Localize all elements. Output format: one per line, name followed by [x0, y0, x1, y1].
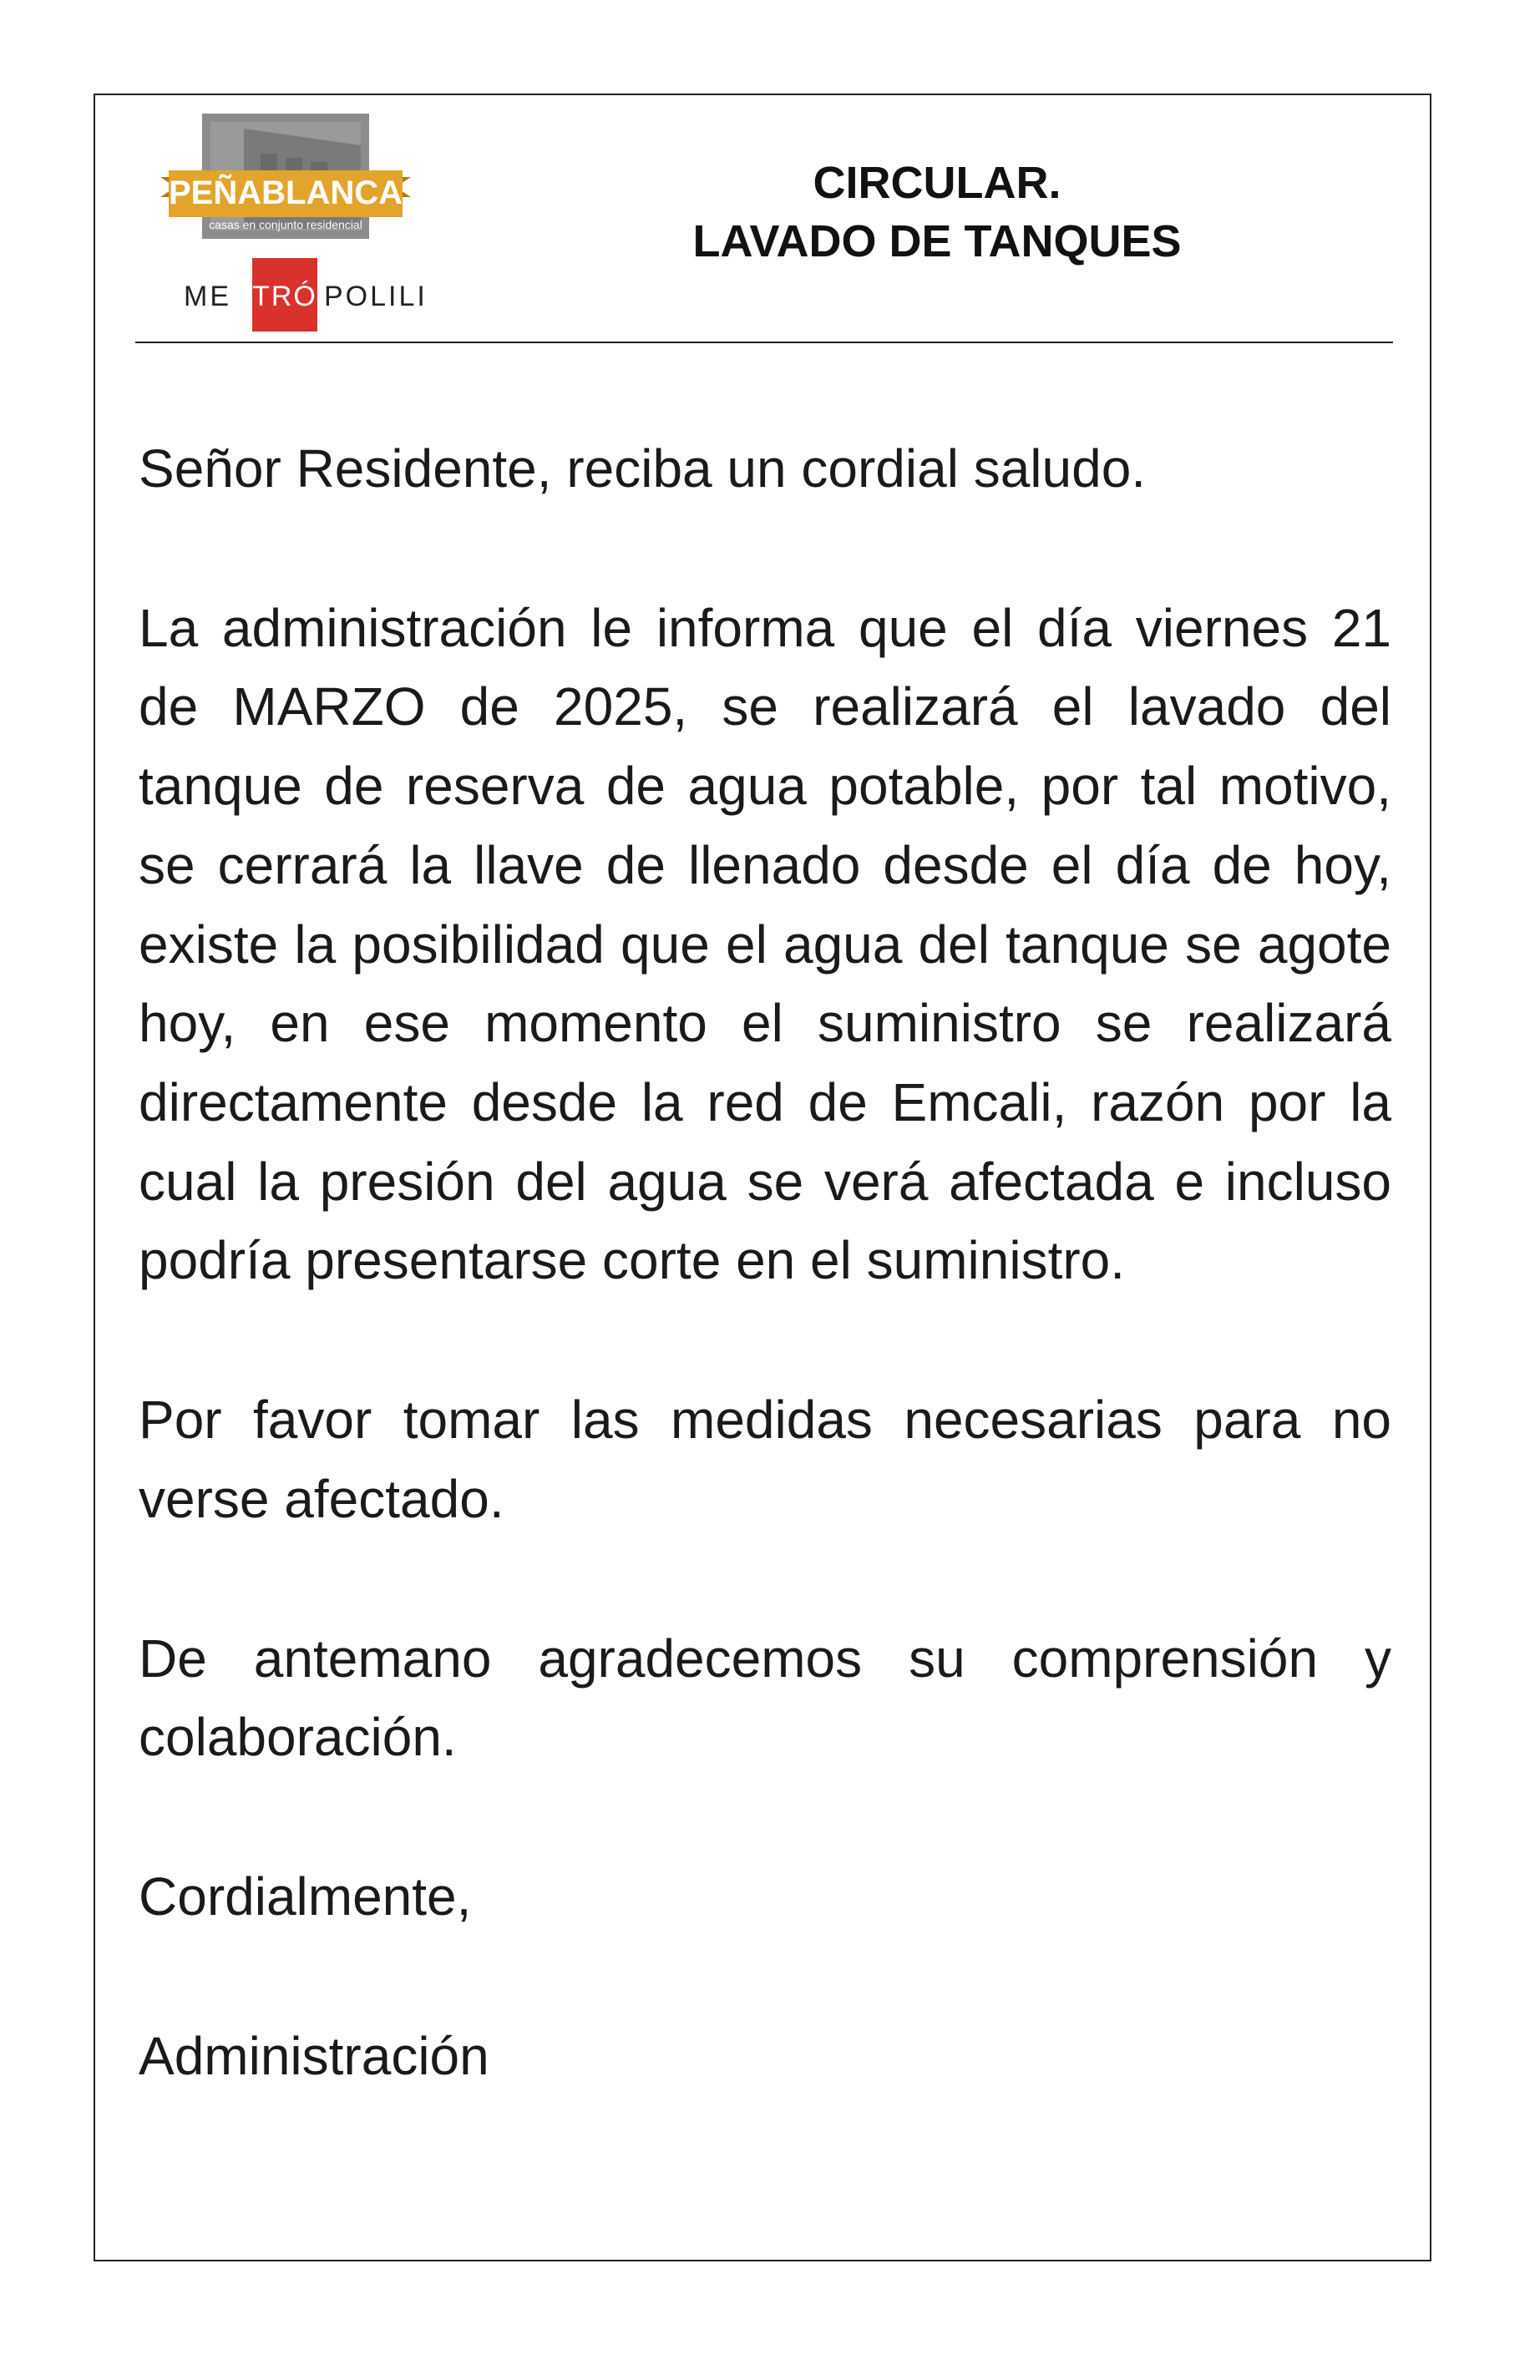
request-paragraph: Por favor tomar las medidas necesarias para no verse afectado.	[139, 1390, 1391, 1529]
signature-line: Administración	[139, 2025, 489, 2086]
logo-tagline-text: casas en conjunto residencial	[209, 218, 362, 231]
logo-sub-left: ME	[184, 281, 231, 312]
logo-brand-text: PEÑABLANCA	[169, 175, 403, 211]
thanks-paragraph: De antemano agradecemos su comprensión y colaboración.	[139, 1628, 1391, 1768]
circular-frame	[94, 94, 1431, 2261]
title-circular: CIRCULAR.	[813, 158, 1061, 208]
header	[135, 112, 1393, 343]
closing-line: Cordialmente,	[139, 1866, 472, 1927]
title-lavado: LAVADO DE TANQUES	[692, 216, 1182, 267]
penablanca-logo	[160, 112, 428, 337]
title-block	[570, 154, 1304, 271]
letter-body	[139, 429, 1391, 2176]
logo-sub-right: POLILI	[324, 281, 428, 312]
main-paragraph: La administración le informa que el día viernes 21 de MARZO de 2025, se realizará el lavado del tanque de reserva de agua potable, por tal motivo, se cerrará la llave de llenado desde el día de hoy, existe la posibilidad que el agua del tanque se agote hoy, en ese momento el suministro se realizará directamente desde la red de Emcali, razón por la cual la presión del agua se verá afectada e incluso podría presentarse corte en el suministro.	[139, 597, 1391, 1291]
greeting-paragraph: Señor Residente, reciba un cordial saludo.	[139, 438, 1147, 499]
logo-sub-mid: TRÓ	[252, 281, 317, 312]
